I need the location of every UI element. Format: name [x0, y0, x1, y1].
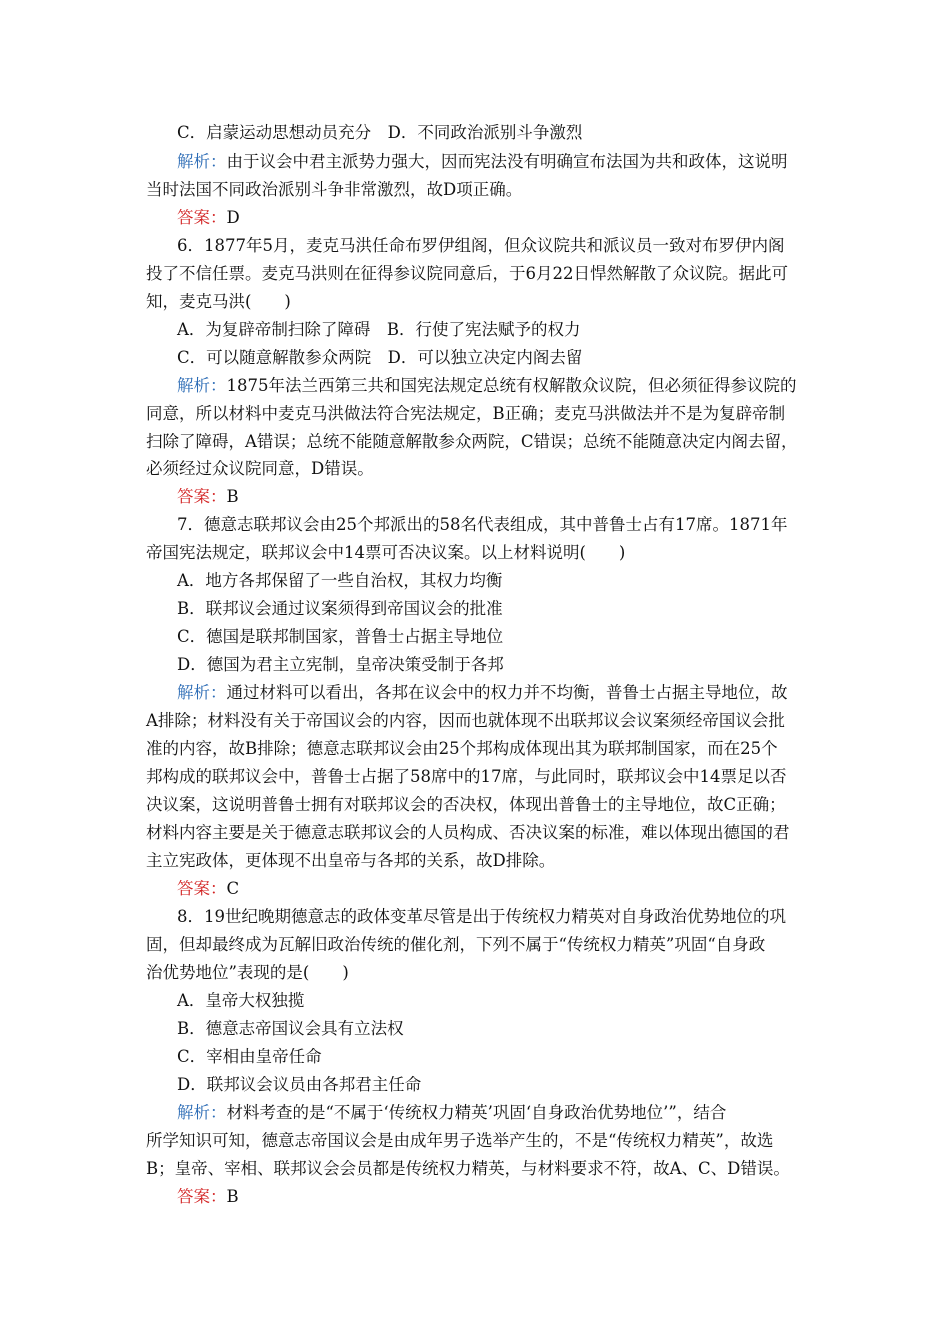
- q6-analysis-line: 必须经过众议院同意，D错误。: [146, 459, 374, 478]
- q7-answer: [177, 879, 837, 899]
- analysis-label: 解析：: [177, 152, 227, 171]
- analysis-text: 通过材料可以看出，各邦在议会中的权力并不均衡，普鲁士占据主导地位，故: [226, 683, 788, 702]
- q8-option-d: D．联邦议会议员由各邦君主任命: [177, 1075, 422, 1094]
- q7-option-c: C．德国是联邦制国家，普鲁士占据主导地位: [177, 627, 504, 646]
- q6-analysis-line: [177, 376, 837, 396]
- q7-analysis-line: A排除；材料没有关于帝国议会的内容，因而也就体现不出联邦议会议案须经帝国议会批: [146, 711, 785, 730]
- analysis-label: 解析：: [177, 1103, 227, 1122]
- analysis-text: 由于议会中君主派势力强大，因而宪法没有明确宣布法国为共和政体，这说明: [226, 152, 788, 171]
- analysis-label: 解析：: [177, 683, 227, 702]
- q7-stem-line: 7．德意志联邦议会由25个邦派出的58名代表组成，其中普鲁士占有17席。1871年: [177, 515, 788, 534]
- q7-option-a: A．地方各邦保留了一些自治权，其权力均衡: [177, 571, 503, 590]
- answer-label: 答案：: [177, 879, 227, 898]
- q7-analysis-line: [177, 683, 837, 703]
- answer-label: 答案：: [177, 208, 227, 227]
- q5-analysis-line: 当时法国不同政治派别斗争非常激烈，故D项正确。: [146, 180, 523, 199]
- q7-option-d: D．德国为君主立宪制，皇帝决策受制于各邦: [177, 655, 504, 674]
- q6-analysis-line: 扫除了障碍，A错误；总统不能随意解散参众两院，C错误；总统不能随意决定内阁去留，: [146, 432, 798, 451]
- q6-stem-line: 知，麦克马洪( ): [146, 292, 291, 311]
- q8-analysis-line: [177, 1103, 837, 1123]
- q8-stem-line: 固，但却最终成为瓦解旧政治传统的催化剂，下列不属于“传统权力精英”巩固“自身政: [146, 935, 766, 954]
- answer-value: B: [226, 487, 239, 506]
- analysis-text: 材料考查的是“不属于‘传统权力精英’巩固‘自身政治优势地位’”，结合: [226, 1103, 727, 1122]
- q7-stem-line: 帝国宪法规定，联邦议会中14票可否决议案。以上材料说明( ): [146, 543, 626, 562]
- q7-analysis-line: 主立宪政体，更体现不出皇帝与各邦的关系，故D排除。: [146, 851, 556, 870]
- q7-analysis-line: 决议案，这说明普鲁士拥有对联邦议会的否决权，体现出普鲁士的主导地位，故C正确；: [146, 795, 786, 814]
- q6-options-ab: A．为复辟帝制扫除了障碍 B．行使了宪法赋予的权力: [177, 320, 581, 339]
- answer-label: 答案：: [177, 487, 227, 506]
- q6-stem-line: 6．1877年5月，麦克马洪任命布罗伊组阁，但众议院共和派议员一致对布罗伊内阁: [177, 236, 785, 255]
- q5-options-cd: C．启蒙运动思想动员充分 D．不同政治派别斗争激烈: [177, 123, 583, 142]
- q8-analysis-line: 所学知识可知，德意志帝国议会是由成年男子选举产生的，不是“传统权力精英”，故选: [146, 1131, 774, 1150]
- q8-stem-line: 治优势地位”表现的是( ): [146, 963, 349, 982]
- q7-analysis-line: 准的内容，故B排除；德意志联邦议会由25个邦构成体现出其为联邦制国家，而在25个: [146, 739, 778, 758]
- q5-analysis-line: [177, 152, 837, 172]
- q8-stem-line: 8．19世纪晚期德意志的政体变革尽管是出于传统权力精英对自身政治优势地位的巩: [177, 907, 786, 926]
- q5-answer: [177, 208, 837, 228]
- answer-label: 答案：: [177, 1187, 227, 1206]
- q8-option-c: C．宰相由皇帝任命: [177, 1047, 322, 1066]
- answer-value: B: [226, 1187, 239, 1206]
- analysis-text: 1875年法兰西第三共和国宪法规定总统有权解散众议院，但必须征得参议院的: [226, 376, 797, 395]
- q6-analysis-line: 同意，所以材料中麦克马洪做法符合宪法规定，B正确；麦克马洪做法并不是为复辟帝制: [146, 404, 786, 423]
- q6-options-cd: C．可以随意解散参众两院 D．可以独立决定内阁去留: [177, 348, 583, 367]
- answer-value: D: [226, 208, 240, 227]
- q7-analysis-line: 材料内容主要是关于德意志联邦议会的人员构成、否决议案的标准，难以体现出德国的君: [146, 823, 790, 842]
- q6-stem-line: 投了不信任票。麦克马洪则在征得参议院同意后，于6月22日悍然解散了众议院。据此可: [146, 264, 788, 283]
- q8-option-b: B．德意志帝国议会具有立法权: [177, 1019, 404, 1038]
- q8-answer: [177, 1187, 837, 1207]
- q8-option-a: A．皇帝大权独揽: [177, 991, 305, 1010]
- q8-analysis-line: B；皇帝、宰相、联邦议会会员都是传统权力精英，与材料要求不符，故A、C、D错误。: [146, 1159, 790, 1178]
- answer-value: C: [226, 879, 240, 898]
- q7-option-b: B．联邦议会通过议案须得到帝国议会的批准: [177, 599, 503, 618]
- analysis-label: 解析：: [177, 376, 227, 395]
- q6-answer: [177, 487, 837, 507]
- q7-analysis-line: 邦构成的联邦议会中，普鲁士占据了58席中的17席，与此同时，联邦议会中14票足以否: [146, 767, 787, 786]
